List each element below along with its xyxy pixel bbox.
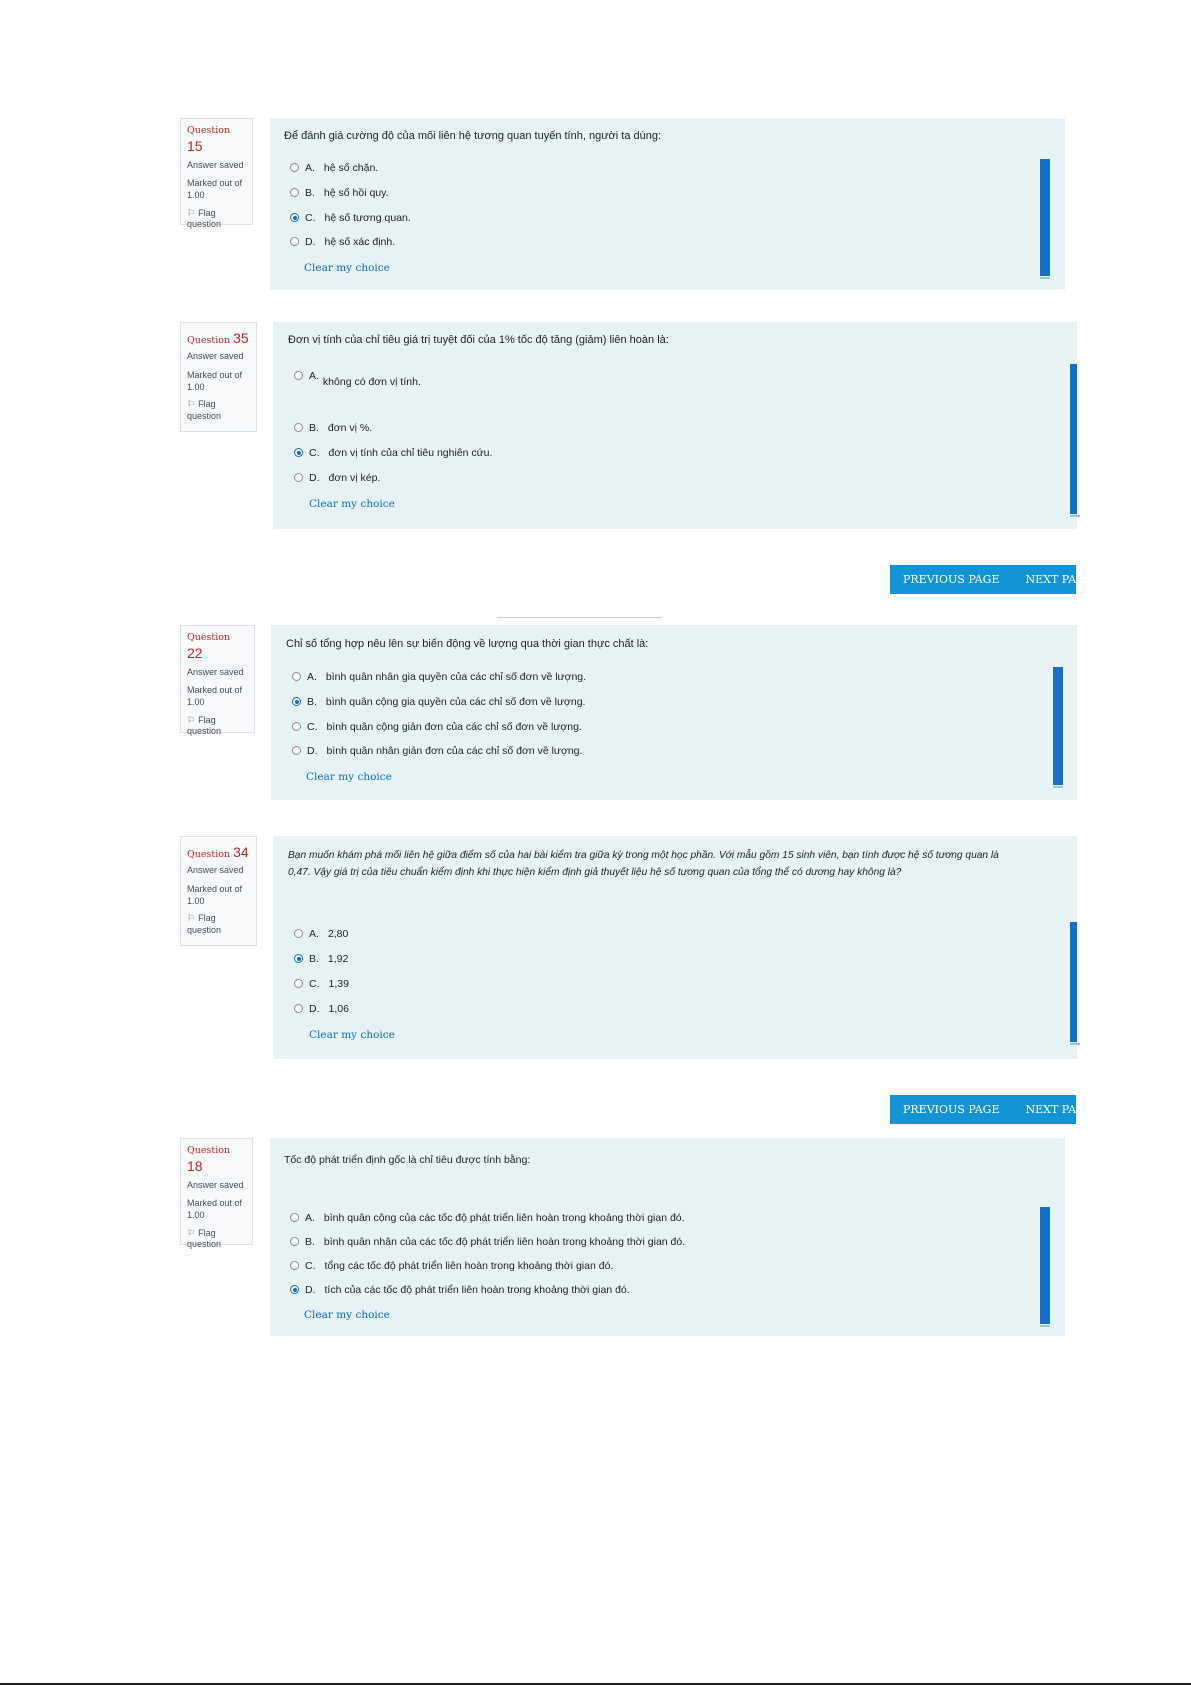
question-status: Answer saved [187, 666, 244, 677]
answer-option[interactable]: A. bình quân nhân gia quyền của các chỉ số đơn về lượng. [292, 671, 586, 683]
question-info [180, 625, 255, 737]
marked-label: Marked out of [187, 178, 243, 189]
question-info [180, 322, 257, 432]
clear-choice-link[interactable]: Clear my choice [309, 1029, 395, 1041]
answer-option[interactable]: C. tổng các tốc độ phát triển liên hoàn trong khoảng thời gian đó. [290, 1260, 613, 1272]
question-text: Tốc độ phát triển định gốc là chỉ tiêu được tính bằng: [284, 1154, 531, 1166]
answer-option[interactable]: B. đơn vị %. [294, 422, 372, 434]
answer-option[interactable]: A. không có đơn vị tính. [294, 370, 421, 388]
flag-icon: ⚐ [187, 714, 196, 725]
question-content [273, 836, 1077, 1059]
question-content [271, 625, 1077, 800]
answer-option[interactable]: B. 1,92 [294, 953, 348, 965]
marked-label: Marked out of [187, 685, 243, 696]
answer-option[interactable]: D. 1,06 [294, 1003, 349, 1015]
marked-value: 1.00 [187, 190, 205, 201]
previous-page-button[interactable]: PREVIOUS PAGE [903, 573, 1000, 586]
answer-option[interactable]: A. 2,80 [294, 928, 348, 940]
radio-button[interactable] [290, 1213, 299, 1222]
radio-button[interactable] [292, 722, 301, 731]
radio-button[interactable] [294, 1004, 303, 1013]
flag-icon: ⚐ [187, 913, 196, 924]
question-number: Question 18 [187, 1145, 231, 1175]
radio-button[interactable] [294, 979, 303, 988]
flag-question-link[interactable]: ⚐ Flag question [187, 207, 222, 230]
flag-question-link[interactable]: ⚐ Flag question [187, 1227, 222, 1250]
question-text: Để đánh giá cường độ của mối liên hệ tương quan tuyến tính, người ta dùng: [284, 130, 662, 142]
radio-button[interactable] [290, 1261, 299, 1270]
answer-option[interactable]: C. hệ số tương quan. [290, 212, 411, 224]
question-text: Đơn vị tính của chỉ tiêu giá trị tuyệt đối của 1% tốc độ tăng (giảm) liên hoàn là: [288, 334, 669, 346]
scroll-indicator [1040, 1207, 1050, 1324]
flag-icon: ⚐ [187, 1227, 196, 1238]
answer-option[interactable]: B. bình quân cộng gia quyền của các chỉ số đơn về lượng. [292, 696, 585, 708]
marked-label: Marked out of [187, 884, 243, 895]
answer-option[interactable]: A. bình quân cộng của các tốc độ phát triển liên hoàn trong khoảng thời gian đó. [290, 1212, 685, 1224]
answer-option[interactable]: C. bình quân cộng giản đơn của các chỉ số đơn về lượng. [292, 721, 582, 733]
scroll-indicator [1040, 159, 1050, 276]
marked-label: Marked out of [187, 370, 243, 381]
radio-button-selected[interactable] [294, 954, 303, 963]
answer-option[interactable]: D. hệ số xác định. [290, 236, 395, 248]
flag-icon: ⚐ [187, 207, 196, 218]
radio-button-selected[interactable] [294, 448, 303, 457]
answer-option[interactable]: B. hệ số hồi quy. [290, 187, 389, 199]
question-number: Question 34 [187, 844, 249, 860]
question-number: Question 35 [187, 330, 249, 346]
marked-value: 1.00 [187, 381, 205, 392]
radio-button[interactable] [290, 237, 299, 246]
flag-question-link[interactable]: ⚐ Flag question [187, 714, 222, 737]
clear-choice-link[interactable]: Clear my choice [304, 1309, 390, 1321]
page-navigation [890, 565, 1085, 594]
radio-button[interactable] [294, 423, 303, 432]
question-info [180, 118, 253, 230]
clear-choice-link[interactable]: Clear my choice [309, 498, 395, 510]
answer-option[interactable]: C. đơn vị tính của chỉ tiêu nghiên cứu. [294, 447, 492, 459]
previous-page-button[interactable]: PREVIOUS PAGE [903, 1103, 1000, 1116]
marked-value: 1.00 [187, 1210, 205, 1221]
answer-option[interactable]: D. tích của các tốc độ phát triển liên hoàn trong khoảng thời gian đó. [290, 1284, 630, 1296]
radio-button[interactable] [294, 929, 303, 938]
question-number: Question 22 [187, 632, 231, 662]
clear-choice-link[interactable]: Clear my choice [306, 771, 392, 783]
answer-option[interactable]: B. bình quân nhân của các tốc độ phát triển liên hoàn trong khoảng thời gian đó. [290, 1236, 685, 1248]
question-status: Answer saved [187, 865, 244, 876]
flag-question-link[interactable]: ⚐ Flag question [187, 913, 222, 936]
radio-button-selected[interactable] [290, 213, 299, 222]
divider [497, 617, 662, 618]
radio-button[interactable] [290, 163, 299, 172]
answer-option[interactable]: D. bình quân nhân giản đơn của các chỉ số đơn về lượng. [292, 745, 582, 757]
question-content [270, 1138, 1065, 1336]
scroll-indicator [1070, 364, 1077, 514]
question-text: Chỉ số tổng hợp nêu lên sự biến động về lượng qua thời gian thực chất là: [286, 638, 649, 650]
marked-label: Marked out of [187, 1198, 243, 1209]
question-info [180, 1138, 253, 1250]
radio-button[interactable] [290, 1237, 299, 1246]
scroll-indicator [1053, 667, 1063, 785]
marked-value: 1.00 [187, 697, 205, 708]
clear-choice-link[interactable]: Clear my choice [304, 262, 390, 274]
answer-option[interactable]: D. đơn vị kép. [294, 472, 380, 484]
next-page-button[interactable]: NEXT PAG [1025, 1103, 1085, 1116]
question-number: Question 15 [187, 125, 231, 155]
radio-button[interactable] [292, 672, 301, 681]
question-status: Answer saved [187, 351, 244, 362]
question-content [270, 118, 1065, 290]
next-page-button[interactable]: NEXT PAG [1025, 573, 1085, 586]
radio-button[interactable] [294, 473, 303, 482]
question-text: Bạn muốn khám phá mối liên hệ giữa điểm số của hai bài kiểm tra giữa kỳ trong một học phần. Với mẫu gồm 15 sinh viên, bạn tính được hệ số tương quan là 0,47. Vậy giá trị của tiêu chuẩn kiểm định khi thực hiện kiểm định giả thuyết liệu hệ số tương quan của tổng thể có dương hay không là? [288, 850, 999, 878]
radio-button[interactable] [292, 746, 301, 755]
answer-option[interactable]: C. 1,39 [294, 978, 349, 990]
radio-button[interactable] [290, 188, 299, 197]
scroll-indicator [1070, 922, 1077, 1042]
page-navigation [890, 1095, 1085, 1124]
flag-icon: ⚐ [187, 399, 196, 410]
radio-button-selected[interactable] [290, 1285, 299, 1294]
answer-option[interactable]: A. hệ số chặn. [290, 162, 378, 174]
radio-button-selected[interactable] [292, 697, 301, 706]
question-status: Answer saved [187, 159, 244, 170]
question-status: Answer saved [187, 1179, 244, 1190]
question-info [180, 836, 257, 946]
radio-button[interactable] [294, 371, 303, 380]
flag-question-link[interactable]: ⚐ Flag question [187, 399, 222, 422]
question-content [273, 322, 1077, 529]
marked-value: 1.00 [187, 895, 205, 906]
